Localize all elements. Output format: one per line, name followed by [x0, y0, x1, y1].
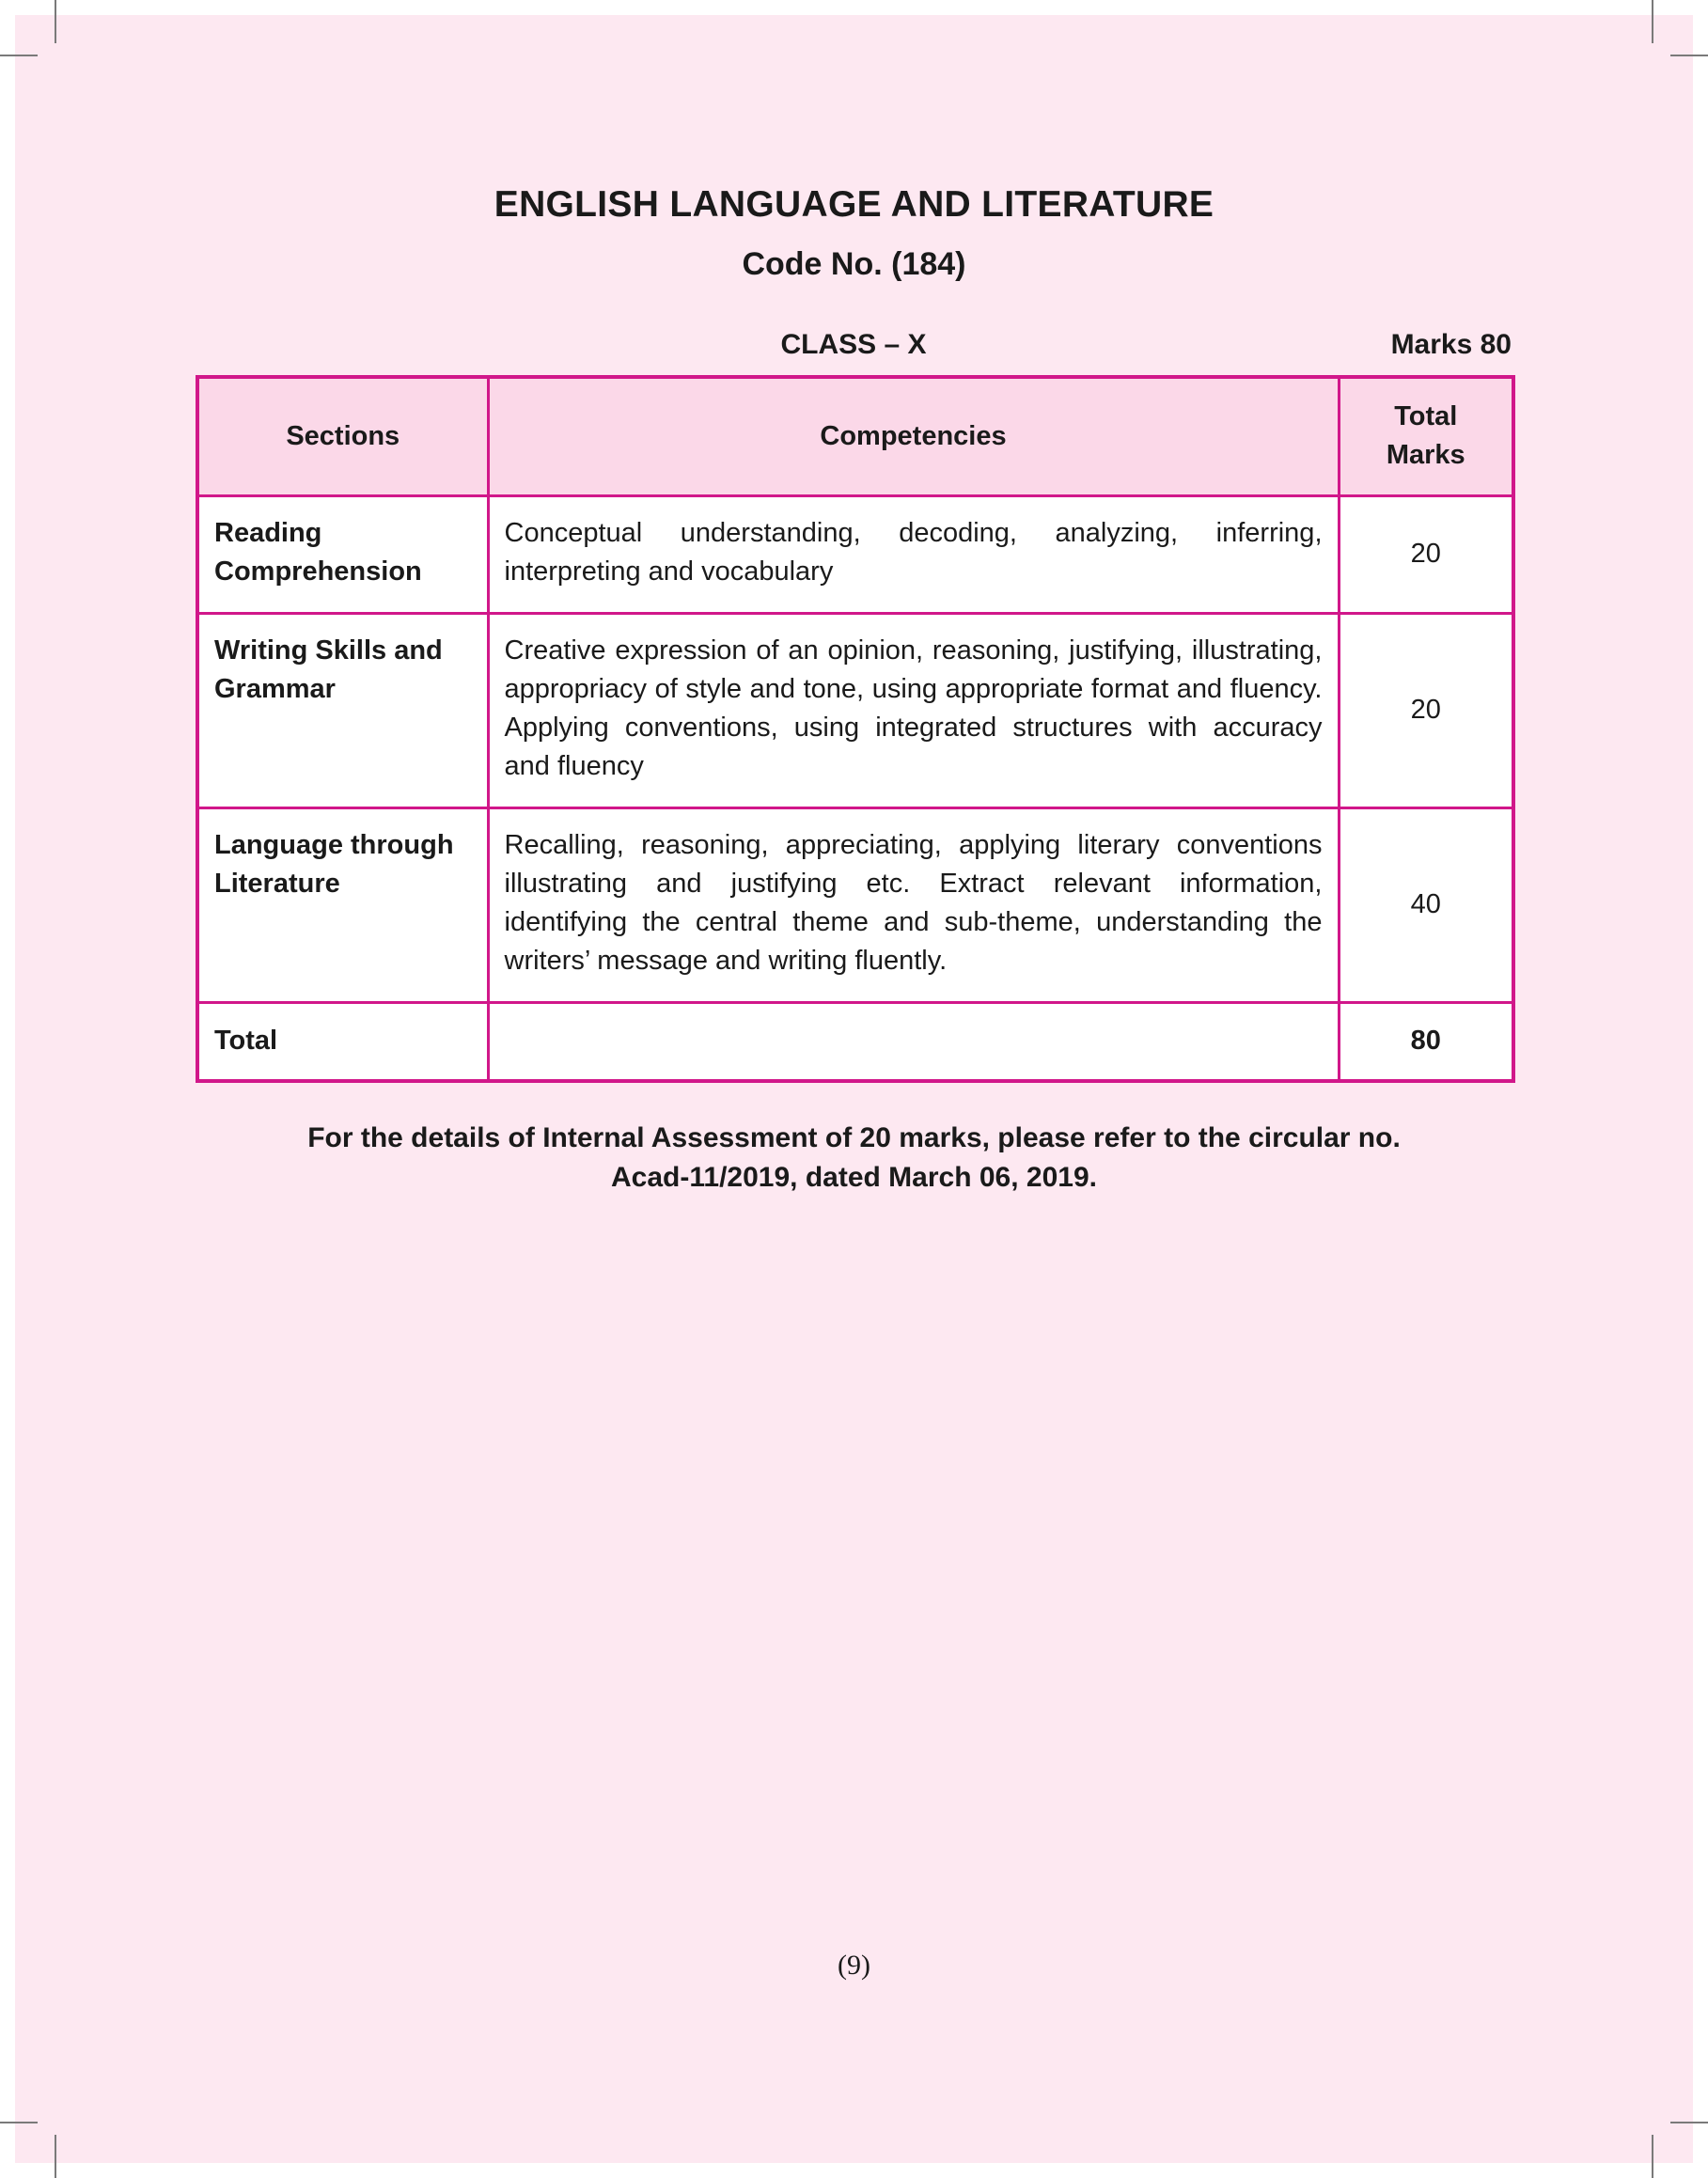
section-name: Writing Skills and Grammar [197, 613, 488, 807]
subject-code: Code No. (184) [742, 246, 966, 282]
section-marks: 20 [1339, 613, 1513, 807]
table-row [197, 807, 1513, 1002]
table-row [197, 613, 1513, 807]
note-line-2: Acad-11/2019, dated March 06, 2019. [611, 1162, 1097, 1193]
section-name: Reading Comprehension [197, 495, 488, 613]
header-sections: Sections [197, 377, 488, 495]
class-label: CLASS – X [780, 329, 927, 360]
section-marks: 40 [1339, 807, 1513, 1002]
total-label: Total [197, 1002, 488, 1081]
table-row [197, 495, 1513, 613]
competencies-text: Recalling, reasoning, appreciating, applying literary conventions illustrating and justifying etc. Extract relevant information, identifying the central theme and sub-theme, understanding the writers’ message and writing fluently. [488, 807, 1339, 1002]
crop-mark-top-left-vertical [55, 0, 56, 43]
crop-mark-bottom-right-horizontal [1670, 2122, 1708, 2123]
marks-distribution-table [196, 375, 1515, 1083]
header-competencies: Competencies [488, 377, 1339, 495]
section-marks: 20 [1339, 495, 1513, 613]
table-header-row [197, 377, 1513, 495]
page-title: ENGLISH LANGUAGE AND LITERATURE [494, 184, 1214, 225]
total-marks: 80 [1339, 1002, 1513, 1081]
internal-assessment-note [0, 1119, 1708, 1198]
competencies-text: Conceptual understanding, decoding, analyzing, inferring, interpreting and vocabulary [488, 495, 1339, 613]
total-row [197, 1002, 1513, 1081]
crop-mark-bottom-right-vertical [1652, 2135, 1653, 2178]
page-number: (9) [838, 1950, 870, 1981]
max-marks-label: Marks 80 [1390, 329, 1512, 360]
competencies-text: Creative expression of an opinion, reasoning, justifying, illustrating, appropriacy of style and tone, using appropriate format and fluency. Applying conventions, using integrated structures with accuracy and fluency [488, 613, 1339, 807]
crop-mark-bottom-left-vertical [55, 2135, 56, 2178]
crop-mark-top-left-horizontal [0, 55, 38, 56]
crop-mark-bottom-left-horizontal [0, 2122, 38, 2123]
crop-mark-top-right-vertical [1652, 0, 1653, 43]
total-competencies-empty [488, 1002, 1339, 1081]
section-name: Language through Literature [197, 807, 488, 1002]
header-total-marks: Total Marks [1339, 377, 1513, 495]
note-line-1: For the details of Internal Assessment of 20 marks, please refer to the circular no. [307, 1122, 1401, 1153]
crop-mark-top-right-horizontal [1670, 55, 1708, 56]
